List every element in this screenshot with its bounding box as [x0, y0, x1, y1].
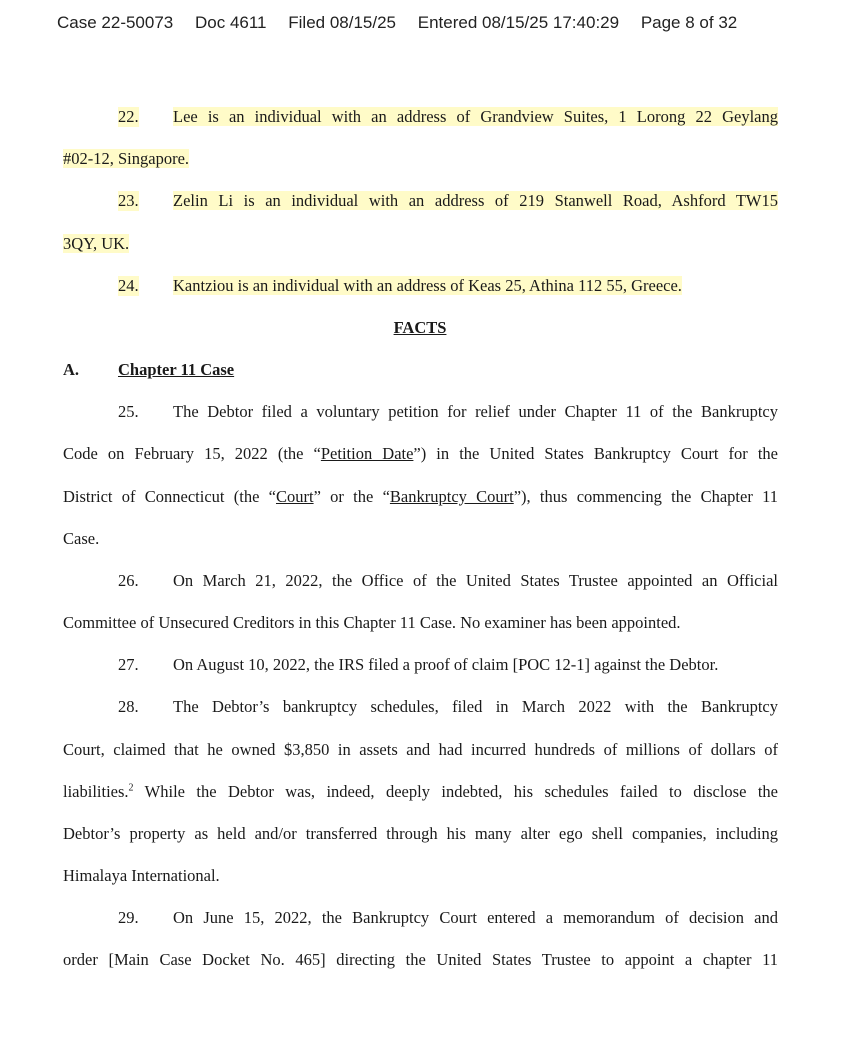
paragraph-number: 28.: [118, 697, 139, 716]
paragraph-number: 24.: [118, 276, 139, 295]
paragraph-22-line-1: Lee is an individual with an address of Grandview Suites, 1 Lorong 22 Geylang: [173, 107, 778, 126]
doc-number: Doc 4611: [195, 13, 267, 32]
defined-term: Bankruptcy Court: [389, 487, 514, 506]
paragraph-22-line-2: #02-12, Singapore.: [63, 149, 190, 168]
footnote-marker: 2: [128, 782, 134, 794]
paragraph-25-line-2: Code on February 15, 2022 (the “Petition Date”) in the United States Bankruptcy Court for the: [63, 444, 779, 463]
entered-date: Entered 08/15/25 17:40:29: [417, 13, 620, 32]
section-title: Chapter 11 Case: [118, 360, 235, 379]
paragraph-29-line-2: order [Main Case Docket No. 465] directing the United States Trustee to appoint a chapter 11: [63, 950, 778, 969]
paragraph-23-line-2: 3QY, UK.: [63, 234, 130, 253]
paragraph-26-line-2: Committee of Unsecured Creditors in this Chapter 11 Case. No examiner has been appointed.: [63, 613, 681, 632]
paragraph-26-line-1: On March 21, 2022, the Office of the United States Trustee appointed an Official: [173, 571, 778, 590]
page-number: Page 8 of 32: [640, 13, 738, 32]
paragraph-number: 26.: [118, 571, 139, 590]
defined-term: Petition Date: [320, 444, 414, 463]
paragraph-25-line-4: Case.: [63, 529, 100, 548]
paragraph-28-line-3: liabilities.$^2$ While the Debtor was, indeed, deeply indebted, his schedules failed to disclose the: [63, 782, 778, 801]
paragraph-number: 29.: [118, 908, 139, 927]
paragraph-24-line-1: Kantziou is an individual with an address of Keas 25, Athina 112 55, Greece.: [173, 276, 682, 295]
paragraph-28-line-4: Debtor’s property as held and/or transferred through his many alter ego shell companies, including: [63, 824, 778, 843]
paragraph-27-line-1: On August 10, 2022, the IRS filed a proof of claim [POC 12-1] against the Debtor.: [173, 655, 719, 674]
paragraph-number: 25.: [118, 402, 139, 421]
section-letter: A.: [63, 360, 80, 379]
paragraph-29-line-1: On June 15, 2022, the Bankruptcy Court entered a memorandum of decision and: [173, 908, 778, 927]
paragraph-28-line-2: Court, claimed that he owned $3,850 in assets and had incurred hundreds of millions of dollars of: [63, 740, 778, 759]
paragraph-number: 22.: [118, 107, 139, 126]
paragraph-25-line-3: District of Connecticut (the “Court” or the “Bankruptcy Court”), thus commencing the Chapter 11: [63, 487, 778, 506]
filed-date: Filed 08/15/25: [288, 13, 396, 32]
docket-header: [57, 13, 737, 33]
case-number: Case 22-50073: [57, 13, 174, 32]
defined-term: Court: [275, 487, 314, 506]
paragraph-28-line-5: Himalaya International.: [63, 866, 220, 885]
facts-heading: FACTS: [393, 318, 447, 337]
paragraph-25-line-1: The Debtor filed a voluntary petition for relief under Chapter 11 of the Bankruptcy: [173, 402, 778, 421]
paragraph-23-line-1: Zelin Li is an individual with an address of 219 Stanwell Road, Ashford TW15: [173, 191, 778, 210]
paragraph-number: 23.: [118, 191, 139, 210]
paragraph-28-line-1: The Debtor’s bankruptcy schedules, filed in March 2022 with the Bankruptcy: [173, 697, 778, 716]
paragraph-number: 27.: [118, 655, 139, 674]
